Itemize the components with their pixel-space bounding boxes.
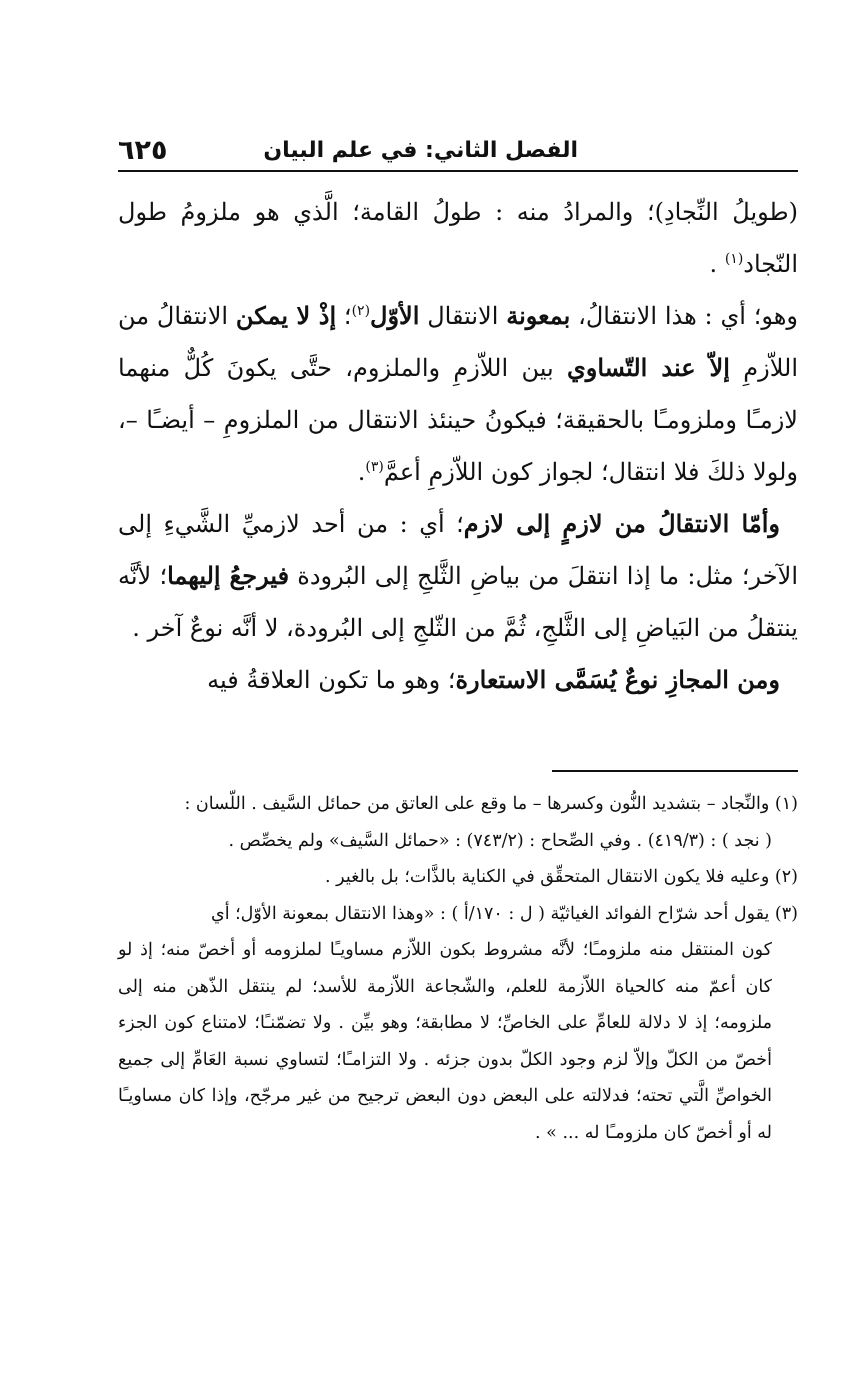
p2-text-b: الانتقال [419,302,507,330]
p4-text-a: ؛ وهو ما تكون العلاقةُ فيه [207,666,456,694]
p1-end: . [709,250,725,278]
p3-bold-1: وأمّا الانتقالُ من لازمٍ إلى لازم [463,509,780,538]
book-page [118,128,798,1151]
page-number: ٦٢٥ [118,135,168,166]
footnote-1-line-1: (١) والنِّجاد – بتشديد النُّون وكسرها – ما وقع على العاتق من حمائل السَّيف . اللّسان : [184,794,798,814]
p4-bold-1: ومن المجازِ نوعٌ يُسَمَّى الاستعارة [455,665,780,694]
p2-text-f: . [357,458,366,486]
p2-text-e: بين اللاّزمِ والملزوم، حتَّى يكونَ كُلٌّ منهما لازمـًا وملزومـًا بالحقيقة؛ فيكونُ حينئذ الانتقال من الملزومِ – أيضـًا –، ولولا ذلكَ فلا انتقال؛ لجواز كون اللاّزمِ أعمَّ [118,354,798,486]
p3-text-a: ؛ أي : من أحد لازميِّ الشَّيءِ إلى الآخر؛ مثل: ما إذا انتقلَ من بياضِ الثَّلجِ إلى البُرودة [118,510,798,590]
p3-bold-2: فيرجعُ إليهما [167,561,290,590]
p2-text-d: الانتقالُ من اللاّزمِ [118,302,798,382]
running-header [118,128,798,166]
footnote-3-continuation: كون المنتقل منه ملزومـًا؛ لأنَّه مشروط بكون اللاّزم مساويـًا لملزومه أو أخصّ منه؛ إذ لو كان أعمّ منه كالحياة اللاّزمة للعلم، والشّجاعة اللاّزمة للأسد؛ لم ينتقل الذّهن منه إلى ملزومه؛ إذ لا دلالة للعامِّ على الخاصِّ؛ لا مطابقة؛ وهو بيِّن . ولا تضمّنـًا؛ لامتناع كون الجزء أخصّ من الكلّ وإلاّ لزم وجود الكلّ بدون جزئه . ولا التزامـًا؛ لتساوي نسبة العَامِّ إلى جميع الخواصِّ الَّتي تحته؛ فدلالته على البعض دون البعض ترجيح من غير مرجّح، وإذا كان مساويـًا له أو أخصّ كان ملزومـًا له ... » . [118,940,772,1143]
paragraph-3 [118,498,798,654]
footnote-rule [552,770,798,772]
p2-bold-4: إلاّ عند التّساوي [566,353,730,382]
paragraph-1 [118,186,798,290]
p3-text-b: ؛ لأنَّه ينتقلُ من البَياضِ إلى الثَّلجِ، ثُمَّ من الثّلجِ إلى البُرودة، لا أنَّه نوعٌ آخر . [118,562,798,642]
p2-bold-2: الأوّل [370,301,420,330]
p2-bold-3: إذْ لا يمكن [235,301,337,330]
footnote-1-line-2: ( نجد ) : (٤١٩/٣) . وفي الصِّحاح : (٧٤٣/٢) : «حمائل السَّيف» ولم يخصِّص . [228,830,772,851]
footnote-ref-3: (٣) [365,459,384,475]
footnotes [118,786,798,1151]
p1-text: (طويلُ النِّجادِ)؛ والمرادُ منه : طولُ القامة؛ الَّذي هو ملزومُ طول النّجاد [118,198,798,278]
p2-text-c: ؛ [336,302,352,330]
paragraph-4 [118,654,798,706]
p2-bold-1: بمعونة [506,301,571,330]
footnote-2: (٢) وعليه فلا يكون الانتقال المتحقِّق في الكناية بالذَّات؛ بل بالغير . [325,867,798,887]
footnote-3 [118,896,798,933]
p2-text-a: وهو؛ أي : هذا الانتقالُ، [570,302,798,330]
header-rule [118,170,798,172]
footnote-1 [118,786,798,859]
footnote-ref-1: (١) [724,251,744,267]
footnote-ref-2: (٢) [351,303,371,319]
paragraph-2 [118,290,798,498]
main-text [118,186,798,706]
footnote-3-line-1: (٣) يقول أحد شرّاح الفوائد الغياثيّة ( ل : ١٧٠/أ ) : «وهذا الانتقال بمعونة الأوّل؛ أي [211,903,798,924]
chapter-title: الفصل الثاني: في علم البيان [263,138,578,163]
